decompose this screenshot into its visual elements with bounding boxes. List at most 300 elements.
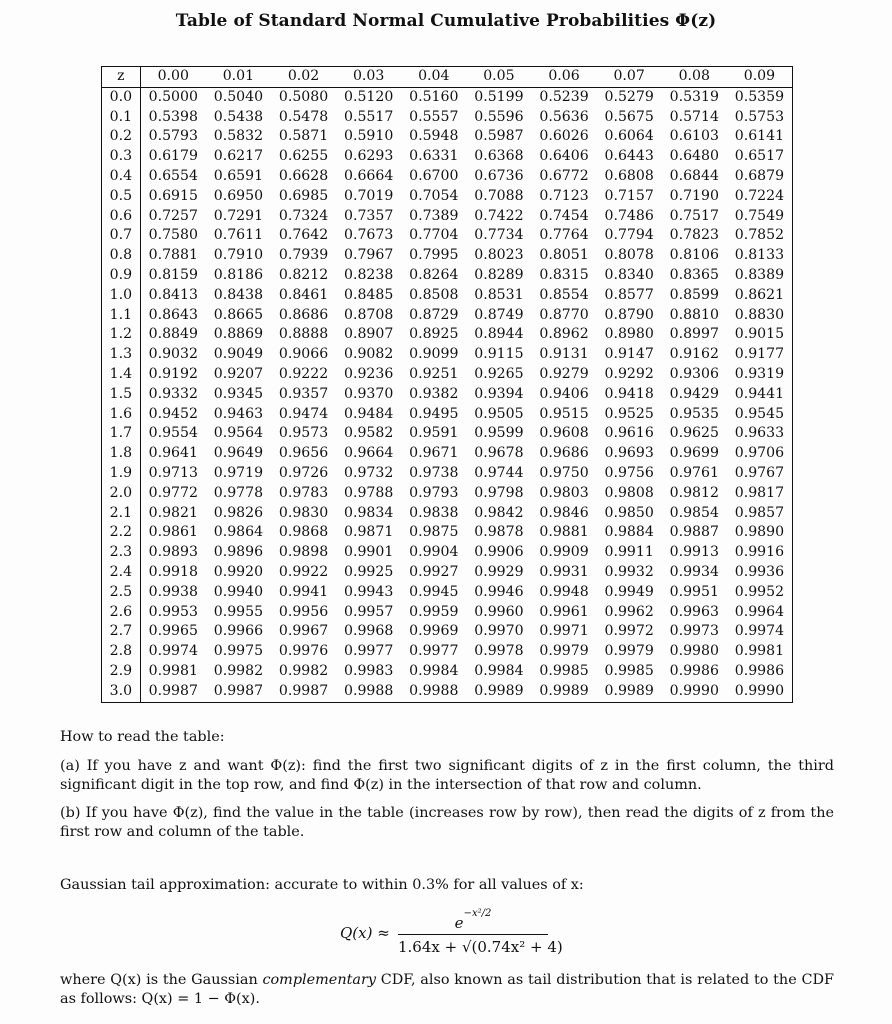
probability-cell: 0.9953 [148,603,198,620]
probability-cell: 0.5438 [213,108,264,125]
table-row [102,682,793,702]
probability-cell: 0.6141 [727,127,793,147]
probability-cell: 0.9706 [727,444,793,464]
probability-cell: 0.9545 [727,405,793,425]
probability-cell: 0.9986 [727,662,793,682]
probability-cell: 0.9082 [344,346,394,363]
probability-cell: 0.9979 [604,643,654,660]
probability-cell: 0.9962 [604,603,654,620]
column-header: 0.03 [336,67,401,88]
probability-cell: 0.8051 [539,247,589,264]
probability-cell: 0.9713 [148,464,198,481]
probability-cell: 0.9474 [278,405,329,422]
column-header: 0.04 [401,67,466,88]
probability-cell: 0.9916 [727,543,793,563]
probability-cell: 0.8461 [278,286,329,303]
probability-cell: 0.9959 [409,603,459,620]
probability-cell: 0.7704 [409,227,459,244]
probability-cell: 0.7794 [604,227,654,244]
probability-cell: 0.8621 [727,286,793,306]
probability-cell: 0.8729 [409,306,459,323]
probability-cell: 0.9881 [539,524,589,541]
probability-cell: 0.9989 [597,682,662,702]
z-value-cell: 0.9 [102,266,141,286]
probability-cell: 0.9985 [539,662,589,679]
table-row [102,345,793,365]
probability-cell: 0.9099 [409,346,459,363]
probability-cell: 0.9608 [539,425,589,442]
probability-cell: 0.7357 [344,207,394,224]
probability-cell: 0.8186 [213,266,264,283]
probability-cell: 0.9931 [539,563,589,580]
probability-cell: 0.9984 [409,662,459,679]
probability-cell: 0.9952 [727,583,793,603]
probability-cell: 0.9032 [148,346,198,363]
table-row [102,504,793,524]
probability-cell: 0.9066 [278,346,329,363]
probability-cell: 0.9904 [409,544,459,561]
probability-cell: 0.9699 [669,445,719,462]
probability-cell: 0.5675 [604,108,654,125]
probability-cell: 0.5319 [669,88,719,105]
probability-cell: 0.9896 [213,544,264,561]
probability-cell: 0.9798 [474,484,524,501]
probability-cell: 0.9525 [604,405,654,422]
probability-cell: 0.9738 [409,464,459,481]
probability-cell: 0.9918 [148,563,198,580]
probability-cell: 0.9788 [344,484,394,501]
probability-cell: 0.6950 [213,187,264,204]
probability-cell: 0.9949 [604,583,654,600]
probability-cell: 0.5753 [727,108,793,128]
probability-cell: 0.6664 [344,167,394,184]
probability-cell: 0.7673 [344,227,394,244]
z-value-cell: 1.6 [102,405,141,425]
table-row [102,306,793,326]
table-row [102,642,793,662]
probability-cell: 0.6293 [344,148,394,165]
probability-cell: 0.7389 [409,207,459,224]
probability-cell: 0.9854 [669,504,719,521]
probability-cell: 0.9357 [278,385,329,402]
where-note [60,971,834,1009]
table-row [102,622,793,642]
table-row [102,286,793,306]
probability-cell: 0.6026 [539,128,589,145]
probability-cell: 0.7157 [604,187,654,204]
probability-cell: 0.6368 [474,148,524,165]
probability-cell: 0.5948 [409,128,459,145]
probability-cell: 0.9671 [409,445,459,462]
probability-cell: 0.8340 [604,266,654,283]
probability-cell: 0.9951 [669,583,719,600]
probability-cell: 0.9591 [409,425,459,442]
table-row [102,523,793,543]
probability-cell: 0.7852 [727,226,793,246]
probability-cell: 0.9495 [409,405,459,422]
probability-cell: 0.9842 [474,504,524,521]
probability-cell: 0.8665 [213,306,264,323]
howto-step-b: (b) If you have Φ(z), find the value in the table (increases row by row), then read the digits of z from the first row and column of the table. [60,805,834,840]
probability-cell: 0.6554 [148,167,198,184]
probability-cell: 0.9964 [727,603,793,623]
probability-cell: 0.9732 [344,464,394,481]
probability-cell: 0.9864 [213,524,264,541]
probability-cell: 0.8023 [474,247,524,264]
probability-cell: 0.8554 [539,286,589,303]
probability-cell: 0.9884 [604,524,654,541]
probability-cell: 0.7580 [148,227,198,244]
probability-cell: 0.9970 [474,623,524,640]
probability-cell: 0.9783 [278,484,329,501]
probability-cell: 0.9988 [401,682,466,702]
probability-cell: 0.8106 [669,247,719,264]
z-value-cell: 2.5 [102,583,141,603]
probability-cell: 0.9222 [278,365,329,382]
probability-cell: 0.6480 [669,148,719,165]
probability-cell: 0.9967 [278,623,329,640]
probability-cell: 0.8643 [148,306,198,323]
probability-cell: 0.9966 [213,623,264,640]
z-value-cell: 0.2 [102,127,141,147]
probability-cell: 0.9985 [604,662,654,679]
where-emphasis: complementary [262,972,376,988]
probability-cell: 0.9686 [539,445,589,462]
probability-cell: 0.6517 [727,147,793,167]
howto-step-a: (a) If you have z and want Φ(z): find the first two significant digits of z in the first column, the third significant digit in the top row, and find Φ(z) in the intersection of that row and column. [60,758,834,793]
probability-cell: 0.7123 [539,187,589,204]
gaussian-intro: Gaussian tail approximation: accurate to within 0.3% for all values of x: [60,877,584,893]
probability-cell: 0.9922 [278,563,329,580]
z-value-cell: 2.4 [102,563,141,583]
probability-cell: 0.8944 [474,326,524,343]
probability-cell: 0.8997 [669,326,719,343]
probability-cell: 0.9986 [669,662,719,679]
probability-cell: 0.9582 [344,425,394,442]
probability-cell: 0.9980 [669,643,719,660]
probability-cell: 0.9875 [409,524,459,541]
probability-cell: 0.9909 [539,544,589,561]
probability-cell: 0.9177 [727,345,793,365]
probability-cell: 0.9890 [727,523,793,543]
column-header: 0.02 [271,67,336,88]
z-value-cell: 3.0 [102,682,141,702]
probability-cell: 0.7611 [213,227,264,244]
probability-cell: 0.9515 [539,405,589,422]
probability-cell: 0.9941 [278,583,329,600]
probability-cell: 0.8708 [344,306,394,323]
probability-cell: 0.9850 [604,504,654,521]
probability-cell: 0.9772 [148,484,198,501]
z-value-cell: 0.3 [102,147,141,167]
probability-cell: 0.9990 [727,682,793,702]
probability-cell: 0.9649 [213,445,264,462]
probability-cell: 0.7190 [669,187,719,204]
table-row [102,207,793,227]
table-row [102,127,793,147]
probability-cell: 0.5279 [604,88,654,105]
probability-cell: 0.8790 [604,306,654,323]
probability-cell: 0.9906 [474,544,524,561]
column-header: 0.07 [597,67,662,88]
probability-cell: 0.5040 [213,88,264,105]
z-value-cell: 1.9 [102,464,141,484]
probability-cell: 0.9429 [669,385,719,402]
z-value-cell: 1.1 [102,306,141,326]
probability-cell: 0.9131 [539,346,589,363]
probability-cell: 0.6406 [539,148,589,165]
probability-cell: 0.6103 [669,128,719,145]
z-value-cell: 0.4 [102,167,141,187]
z-value-cell: 1.7 [102,424,141,444]
table-row [102,464,793,484]
probability-cell: 0.9719 [213,464,264,481]
probability-cell: 0.6700 [409,167,459,184]
probability-cell: 0.8508 [409,286,459,303]
probability-cell: 0.8159 [148,266,198,283]
column-header: 0.00 [140,67,206,88]
probability-cell: 0.5120 [344,88,394,105]
probability-cell: 0.8599 [669,286,719,303]
probability-cell: 0.9554 [148,425,198,442]
probability-cell: 0.9345 [213,385,264,402]
probability-cell: 0.7939 [278,247,329,264]
z-value-cell: 2.0 [102,484,141,504]
z-value-cell: 1.0 [102,286,141,306]
probability-cell: 0.9871 [344,524,394,541]
probability-cell: 0.6844 [669,167,719,184]
probability-cell: 0.9965 [148,623,198,640]
probability-cell: 0.9656 [278,445,329,462]
where-text-start: where Q(x) is the Gaussian [60,972,263,988]
probability-cell: 0.9394 [474,385,524,402]
probability-cell: 0.9633 [727,424,793,444]
probability-cell: 0.7257 [148,207,198,224]
probability-cell: 0.8749 [474,306,524,323]
probability-cell: 0.9987 [271,682,336,702]
table-row [102,87,793,107]
probability-cell: 0.7291 [213,207,264,224]
probability-cell: 0.9821 [148,504,198,521]
column-header: 0.09 [727,67,793,88]
probability-cell: 0.9913 [669,544,719,561]
probability-cell: 0.7486 [604,207,654,224]
probability-cell: 0.8686 [278,306,329,323]
probability-cell: 0.6628 [278,167,329,184]
probability-cell: 0.9761 [669,464,719,481]
probability-cell: 0.6179 [148,148,198,165]
probability-cell: 0.9808 [604,484,654,501]
probability-cell: 0.9463 [213,405,264,422]
probability-cell: 0.9936 [727,563,793,583]
z-value-cell: 1.8 [102,444,141,464]
z-value-cell: 1.3 [102,345,141,365]
probability-cell: 0.9778 [213,484,264,501]
probability-cell: 0.9726 [278,464,329,481]
probability-cell: 0.7734 [474,227,524,244]
probability-cell: 0.9911 [604,544,654,561]
probability-cell: 0.9306 [669,365,719,382]
probability-cell: 0.9015 [727,325,793,345]
table-row [102,484,793,504]
table-row [102,603,793,623]
z-value-cell: 0.5 [102,187,141,207]
probability-cell: 0.9957 [344,603,394,620]
where-text-end: CDF, also known as tail distribution that is related to the CDF as follows: Q(x) = 1 − Φ(x). [60,972,834,1007]
probability-cell: 0.9382 [409,385,459,402]
probability-cell: 0.5080 [278,88,329,105]
probability-cell: 0.8413 [148,286,198,303]
probability-cell: 0.8389 [727,266,793,286]
probability-cell: 0.5359 [727,87,793,107]
column-header: 0.08 [662,67,727,88]
probability-cell: 0.8830 [727,306,793,326]
probability-cell: 0.9861 [148,524,198,541]
probability-cell: 0.9599 [474,425,524,442]
probability-cell: 0.9989 [466,682,531,702]
table-row [102,325,793,345]
probability-cell: 0.9948 [539,583,589,600]
formula-base: e [454,914,464,932]
probability-cell: 0.6879 [727,167,793,187]
probability-cell: 0.9968 [344,623,394,640]
probability-cell: 0.9974 [148,643,198,660]
probability-cell: 0.7324 [278,207,329,224]
probability-cell: 0.7088 [474,187,524,204]
probability-cell: 0.8365 [669,266,719,283]
probability-cell: 0.8438 [213,286,264,303]
probability-cell: 0.6772 [539,167,589,184]
probability-cell: 0.5000 [148,88,198,105]
probability-cell: 0.9332 [148,385,198,402]
probability-cell: 0.5557 [409,108,459,125]
probability-cell: 0.5832 [213,128,264,145]
probability-cell: 0.9945 [409,583,459,600]
probability-cell: 0.9162 [669,346,719,363]
probability-cell: 0.9975 [213,643,264,660]
probability-cell: 0.6255 [278,148,329,165]
probability-cell: 0.9956 [278,603,329,620]
table-body [102,87,793,702]
probability-cell: 0.9977 [409,643,459,660]
probability-cell: 0.9265 [474,365,524,382]
probability-cell: 0.9115 [474,346,524,363]
table-row [102,226,793,246]
probability-cell: 0.8577 [604,286,654,303]
probability-cell: 0.9535 [669,405,719,422]
probability-cell: 0.9983 [344,662,394,679]
probability-cell: 0.6736 [474,167,524,184]
column-header: 0.01 [206,67,271,88]
probability-cell: 0.9940 [213,583,264,600]
probability-cell: 0.9943 [344,583,394,600]
table-row [102,424,793,444]
probability-cell: 0.9573 [278,425,329,442]
probability-cell: 0.6591 [213,167,264,184]
probability-cell: 0.9925 [344,563,394,580]
probability-cell: 0.7642 [278,227,329,244]
probability-cell: 0.9981 [148,662,198,679]
probability-cell: 0.8133 [727,246,793,266]
probability-cell: 0.9251 [409,365,459,382]
probability-cell: 0.5199 [474,88,524,105]
probability-cell: 0.9960 [474,603,524,620]
probability-cell: 0.9744 [474,464,524,481]
probability-cell: 0.9826 [213,504,264,521]
table-row [102,385,793,405]
probability-cell: 0.8531 [474,286,524,303]
probability-cell: 0.9893 [148,544,198,561]
probability-cell: 0.9920 [213,563,264,580]
probability-cell: 0.9868 [278,524,329,541]
probability-cell: 0.9817 [727,484,793,504]
z-value-cell: 2.6 [102,603,141,623]
howto-heading: How to read the table: [60,729,225,745]
probability-cell: 0.5793 [148,128,198,145]
probability-cell: 0.8212 [278,266,329,283]
page-title: Table of Standard Normal Cumulative Probabilities Φ(z) [175,11,717,31]
probability-cell: 0.5871 [278,128,329,145]
formula-lhs: Q(x) ≈ [340,924,390,942]
probability-cell: 0.9147 [604,346,654,363]
probability-cell: 0.9901 [344,544,394,561]
table-row [102,365,793,385]
table-row [102,108,793,128]
probability-cell: 0.9927 [409,563,459,580]
table-row [102,187,793,207]
probability-cell: 0.7995 [409,247,459,264]
probability-cell: 0.9971 [539,623,589,640]
probability-cell: 0.9929 [474,563,524,580]
formula-numerator [398,908,548,932]
z-value-cell: 2.3 [102,543,141,563]
probability-cell: 0.7517 [669,207,719,224]
probability-cell: 0.9049 [213,346,264,363]
probability-cell: 0.7454 [539,207,589,224]
probability-cell: 0.5596 [474,108,524,125]
table-row [102,662,793,682]
probability-cell: 0.9750 [539,464,589,481]
probability-cell: 0.9946 [474,583,524,600]
probability-cell: 0.8770 [539,306,589,323]
probability-cell: 0.9803 [539,484,589,501]
probability-cell: 0.9878 [474,524,524,541]
probability-cell: 0.9678 [474,445,524,462]
probability-cell: 0.9969 [409,623,459,640]
z-value-cell: 0.0 [102,87,141,107]
probability-cell: 0.8869 [213,326,264,343]
probability-cell: 0.5636 [539,108,589,125]
corner-header: z [102,67,141,88]
probability-cell: 0.9887 [669,524,719,541]
z-value-cell: 0.8 [102,246,141,266]
probability-cell: 0.9934 [669,563,719,580]
probability-cell: 0.9982 [278,662,329,679]
z-value-cell: 2.8 [102,642,141,662]
probability-cell: 0.9418 [604,385,654,402]
probability-cell: 0.9406 [539,385,589,402]
probability-cell: 0.7910 [213,247,264,264]
probability-cell: 0.6217 [213,148,264,165]
probability-cell: 0.9989 [531,682,596,702]
probability-cell: 0.9976 [278,643,329,660]
probability-cell: 0.9319 [727,365,793,385]
probability-cell: 0.9963 [669,603,719,620]
probability-cell: 0.8289 [474,266,524,283]
probability-cell: 0.6808 [604,167,654,184]
probability-cell: 0.9830 [278,504,329,521]
probability-cell: 0.7823 [669,227,719,244]
